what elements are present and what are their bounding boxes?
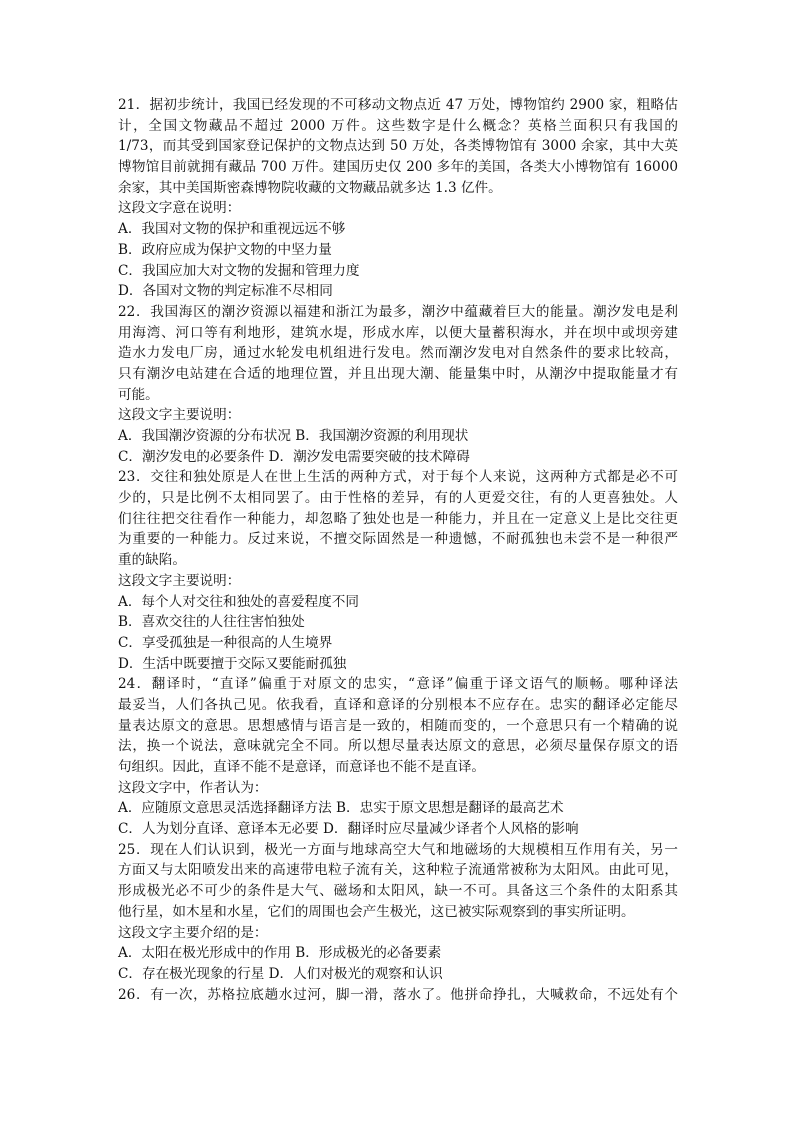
q24-stem-line-3: 量表达原文的意思。思想感情与语言是一致的，相随而变的，一个意思只有一个精确的说 [118, 717, 678, 734]
question-21 [118, 95, 678, 302]
question-26 [118, 985, 678, 1006]
q21-stem-line-2: 计，全国文物藏品不超过 2000 万件。这些数字是什么概念？英格兰面积只有我国的 [118, 117, 678, 134]
q21-option-a: A．我国对文物的保护和重视远远不够 [118, 221, 346, 238]
q24-options-ab: A．应随原文意思灵活选择翻译方法 B．忠实于原文思想是翻译的最高艺术 [118, 800, 564, 817]
q23-option-d: D．生活中既要擅于交际又要能耐孤独 [118, 655, 347, 672]
q25-stem-line-4: 他行星，如木星和水星，它们的周围也会产生极光，这已被实际观察到的事实所证明。 [118, 903, 635, 920]
q22-options-ab: A．我国潮汐资源的分布状况 B．我国潮汐资源的利用现状 [118, 428, 469, 444]
question-24 [118, 674, 678, 840]
q25-stem-line-1: 25．现在人们认识到，极光一方面与地球高空大气和地磁场的大规模相互作用有关，另一 [118, 841, 678, 858]
q22-stem-line-4: 只有潮汐电站建在合适的地理位置，并且出现大潮、能量集中时，从潮汐中提取能量才有 [118, 365, 678, 382]
q22-stem-line-2: 用海湾、河口等有利地形，建筑水堤，形成水库，以便大量蓄积海水，并在坝中或坝旁建 [118, 324, 678, 341]
q24-options-cd: C．人为划分直译、意译本无必要 D．翻译时应尽量减少译者个人风格的影响 [118, 821, 579, 838]
q22-stem-line-1: 22．我国海区的潮汐资源以福建和浙江为最多，潮汐中蕴藏着巨大的能量。潮汐发电是利 [118, 303, 678, 320]
q23-stem-line-4: 为重要的一种能力。反过来说，不擅交际固然是一种遗憾，不耐孤独也未尝不是一种很严 [118, 531, 678, 548]
question-25 [118, 840, 678, 985]
question-23 [118, 467, 678, 674]
q21-option-b: B．政府应成为保护文物的中坚力量 [118, 241, 332, 258]
q21-stem-line-5: 余家，其中美国斯密森博物院收藏的文物藏品就多达 1.3 亿件。 [118, 179, 502, 196]
q24-stem-line-4: 法，换一个说法，意味就完全不同。所以想尽量表达原文的意思，必须尽量保存原文的语 [118, 738, 678, 755]
q25-options-ab: A．太阳在极光形成中的作用 B．形成极光的必备要素 [118, 945, 442, 962]
q22-prompt: 这段文字主要说明： [118, 407, 241, 424]
q21-stem-line-3: 1/73，而其受到国家登记保护的文物点达到 50 万处，各类博物馆有 3000 余家，其中大英 [118, 138, 678, 155]
q25-stem-line-2: 方面又与太阳喷发出来的高速带电粒子流有关，这种粒子流通常被称为太阳风。由此可见， [118, 862, 678, 879]
q26-stem-line-1: 26．有一次，苏格拉底趟水过河，脚一滑，落水了。他拼命挣扎，大喊救命，不远处有个 [118, 986, 678, 1003]
q24-stem-line-1: 24．翻译时，“直译”偏重于对原文的忠实，“意译”偏重于译文语气的顺畅。哪种译法 [118, 676, 678, 693]
q24-stem-line-2: 最妥当，人们各执己见。依我看，直译和意译的分别根本不应存在。忠实的翻译必定能尽 [118, 696, 678, 713]
question-22 [118, 302, 678, 468]
q22-options-cd: C．潮汐发电的必要条件 D．潮汐发电需要突破的技术障碍 [118, 448, 470, 465]
q23-stem-line-5: 重的缺陷。 [118, 552, 186, 569]
q25-options-cd: C．存在极光现象的行星 D．人们对极光的观察和认识 [118, 965, 443, 982]
q22-stem-line-3: 造水力发电厂房，通过水轮发电机组进行发电。然而潮汐发电对自然条件的要求比较高， [118, 345, 678, 362]
q24-prompt: 这段文字中，作者认为： [118, 779, 268, 796]
q23-prompt: 这段文字主要说明： [118, 572, 241, 589]
q23-stem-line-1: 23．交往和独处原是人在世上生活的两种方式，对于每个人来说，这两种方式都是必不可 [118, 469, 678, 486]
q21-option-d: D．各国对文物的判定标准不尽相同 [118, 283, 333, 300]
q24-stem-line-5: 句组织。因此，直译不能不是意译，而意译也不能不是直译。 [118, 759, 486, 775]
q21-stem-line-4: 博物馆目前就拥有藏品 700 万件。建国历史仅 200 多年的美国，各类大小博物馆有 16000 [118, 159, 678, 176]
q23-stem-line-3: 们往往把交往看作一种能力，却忽略了独处也是一种能力，并且在一定意义上是比交往更 [118, 510, 678, 527]
q23-stem-line-2: 少的，只是比例不太相同罢了。由于性格的差异，有的人更爱交往，有的人更喜独处。人 [118, 490, 678, 507]
q23-option-a: A．每个人对交往和独处的喜爱程度不同 [118, 593, 359, 610]
q23-option-c: C．享受孤独是一种很高的人生境界 [118, 634, 333, 651]
q22-stem-line-5: 可能。 [118, 386, 159, 403]
q23-option-b: B．喜欢交往的人往往害怕独处 [118, 614, 305, 631]
q21-option-c: C．我国应加大对文物的发掘和管理力度 [118, 262, 360, 279]
q25-prompt: 这段文字主要介绍的是： [118, 924, 268, 941]
q21-prompt: 这段文字意在说明： [118, 200, 241, 217]
exam-page [118, 95, 678, 1005]
q21-stem-line-1: 21．据初步统计，我国已经发现的不可移动文物点近 47 万处，博物馆约 2900 家，粗略估 [118, 97, 678, 113]
q25-stem-line-3: 形成极光必不可少的条件是大气、磁场和太阳风，缺一不可。具备这三个条件的太阳系其 [118, 883, 678, 900]
